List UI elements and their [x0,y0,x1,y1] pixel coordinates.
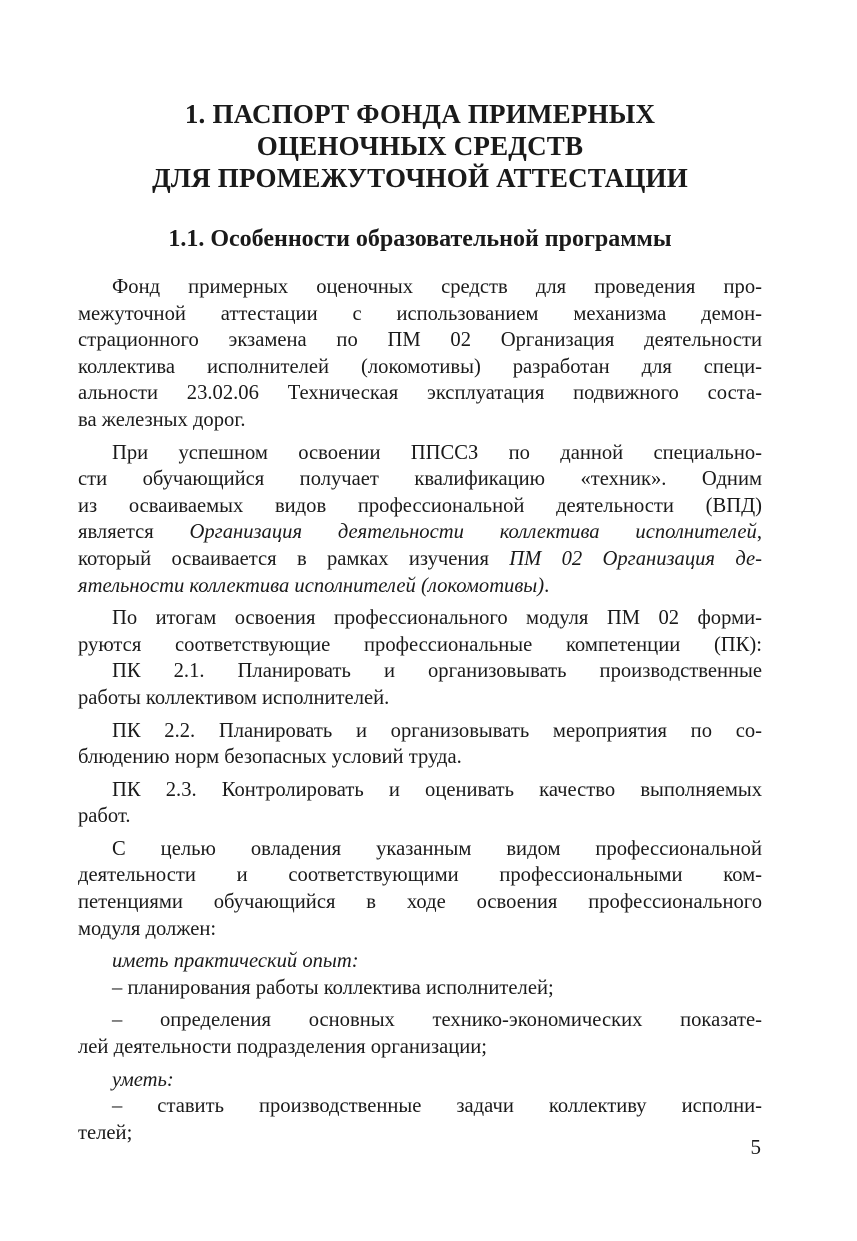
section-title: 1.1. Особенности образовательной программы [168,226,672,252]
text-line: Фонд примерных оценочных средств для проведения про- [112,276,762,298]
chapter-title-line: ОЦЕНОЧНЫХ СРЕДСТВ [256,131,584,161]
text-fragment: который осваивается в рамках изучения [78,547,510,570]
document-page [78,98,762,1146]
list-item [78,1093,762,1146]
text-line: ПК 2.1. Планировать и организовывать производственные [112,660,762,683]
text-line: лей деятельности подразделения организации; [78,1036,488,1059]
chapter-title [78,98,762,194]
text-line: телей; [78,1121,133,1144]
text-fragment: . [544,574,550,597]
text-line: из осваиваемых видов профессиональной деятельности (ВПД) [78,494,762,517]
chapter-title-line: ДЛЯ ПРОМЕЖУТОЧНОЙ АТТЕСТАЦИИ [152,163,688,193]
paragraph-competencies-intro [78,605,762,658]
text-line: По итогам освоения профессионального модуля ПМ 02 форми- [112,607,762,630]
competency-pk-2-3 [78,777,762,830]
italic-fragment: ятельности коллектива исполнителей (локомотивы) [78,574,545,597]
italic-fragment: Организация деятельности коллектива исполнителей [189,521,757,544]
skills-label: уметь: [112,1068,174,1091]
chapter-title-line: 1. ПАСПОРТ ФОНДА ПРИМЕРНЫХ [184,99,656,129]
text-line: межуточной аттестации с использованием механизма демон- [78,302,762,325]
experience-label: иметь практический опыт: [112,950,359,973]
text-line: модуля должен: [78,917,217,940]
text-line: работ. [78,805,131,828]
experience-block [78,948,762,1060]
text-line: блюдению норм безопасных условий труда. [78,746,462,769]
text-line [78,546,762,573]
list-item: – планирования работы коллектива исполнителей; [112,976,554,999]
paragraph-qualification [78,440,762,600]
text-line: альности 23.02.06 Техническая эксплуатация подвижного соста- [78,382,762,405]
text-line: петенциями обучающийся в ходе освоения профессионального [78,891,762,914]
italic-fragment: ПМ 02 Организация де- [509,547,762,570]
skills-block [78,1067,762,1147]
competency-pk-2-2 [78,718,762,771]
text-line: При успешном освоении ППССЗ по данной специально- [112,441,762,464]
text-line: ПК 2.2. Планировать и организовывать мероприятия по со- [112,719,762,742]
text-fragment: является [78,521,190,544]
text-line: деятельности и соответствующими профессиональными ком- [78,864,762,887]
text-line: ва железных дорог. [78,408,246,431]
text-line: – ставить производственные задачи коллективу исполни- [112,1095,762,1118]
text-line: коллектива исполнителей (локомотивы) разработан для специ- [78,355,762,378]
paragraph-module-requirements [78,836,762,942]
text-line: страционного экзамена по ПМ 02 Организация деятельности [78,329,762,352]
list-item [78,1007,762,1060]
text-line: С целью овладения указанным видом профессиональной [112,837,762,860]
competency-pk-2-1 [78,658,762,711]
text-line [78,519,762,546]
body-text [78,274,762,1146]
text-line: сти обучающийся получает квалификацию «техник». Одним [78,468,762,491]
page-number: 5 [750,1135,761,1159]
paragraph-program-description [78,274,762,434]
text-line: ПК 2.3. Контролировать и оценивать качество выполняемых [112,778,762,801]
text-line: работы коллективом исполнителей. [78,686,390,709]
text-line: – определения основных технико-экономических показате- [112,1009,762,1032]
text-line: руются соответствующие профессиональные компетенции (ПК): [78,633,762,656]
text-line [78,573,762,600]
text-fragment: , [756,521,762,544]
